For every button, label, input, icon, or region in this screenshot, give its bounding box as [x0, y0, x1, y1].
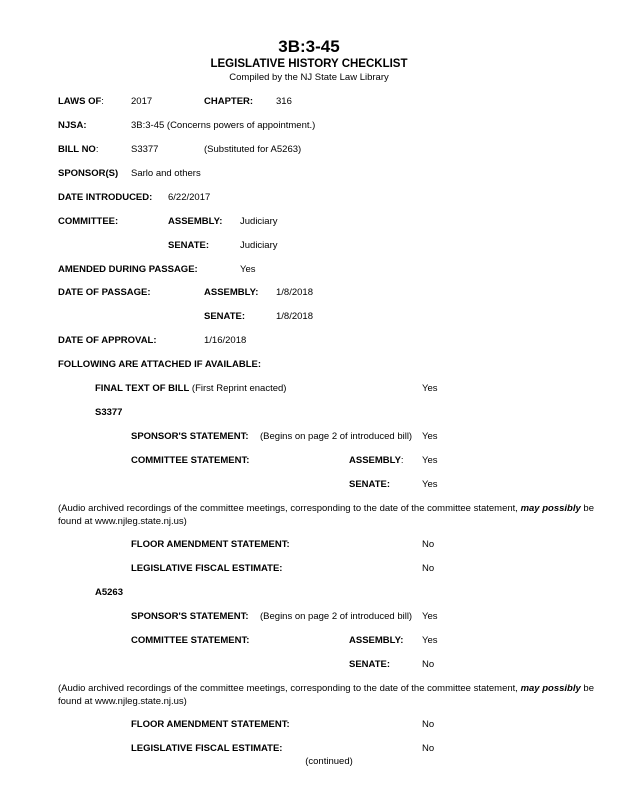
- committee-label: COMMITTEE:: [58, 216, 119, 227]
- fiscal-estimate-value: No: [422, 563, 435, 574]
- committee-assembly-label: ASSEMBLY:: [168, 216, 223, 227]
- final-text-row: FINAL TEXT OF BILL (First Reprint enacted): [95, 383, 287, 394]
- bill-number: S3377: [95, 407, 123, 418]
- njsa-label: NJSA:: [58, 120, 87, 131]
- bill-no-label: BILL NO:: [58, 144, 99, 155]
- fiscal-estimate-label: LEGISLATIVE FISCAL ESTIMATE:: [131, 743, 283, 754]
- page-title: 3B:3-45: [278, 37, 340, 56]
- sponsor-statement-label: SPONSOR'S STATEMENT:: [131, 431, 249, 442]
- committee-senate-label: SENATE:: [168, 240, 209, 251]
- fiscal-estimate-label: LEGISLATIVE FISCAL ESTIMATE:: [131, 563, 283, 574]
- laws-of-value: 2017: [131, 96, 153, 107]
- date-introduced-label: DATE INTRODUCED:: [58, 192, 153, 203]
- date-introduced-value: 6/22/2017: [168, 192, 211, 203]
- passage-senate-label: SENATE:: [204, 311, 245, 322]
- sponsor-label: SPONSOR(S): [58, 168, 119, 179]
- bill-number: A5263: [95, 587, 123, 598]
- floor-amendment-value: No: [422, 719, 435, 730]
- passage-assembly-value: 1/8/2018: [276, 287, 313, 298]
- sponsor-statement-label: SPONSOR'S STATEMENT:: [131, 611, 249, 622]
- committee-statement-label: COMMITTEE STATEMENT:: [131, 455, 250, 466]
- sponsor-statement-value: Yes: [422, 611, 438, 622]
- floor-amendment-label: FLOOR AMENDMENT STATEMENT:: [131, 539, 290, 550]
- committee-statement-senate-label: SENATE:: [349, 659, 390, 670]
- date-passage-label: DATE OF PASSAGE:: [58, 287, 151, 298]
- compiled-by: Compiled by the NJ State Law Library: [229, 72, 389, 83]
- laws-of-label: LAWS OF:: [58, 96, 104, 107]
- committee-statement-assembly-label: ASSEMBLY:: [349, 455, 404, 466]
- audio-archive-note: (Audio archived recordings of the committee meetings, corresponding to the date of the committee statement, may possibly be found at www.njleg.state.nj.us): [58, 683, 594, 707]
- floor-amendment-value: No: [422, 539, 435, 550]
- committee-statement-label: COMMITTEE STATEMENT:: [131, 635, 250, 646]
- committee-statement-senate-value: No: [422, 659, 435, 670]
- sponsor-statement-note: (Begins on page 2 of introduced bill): [260, 431, 413, 442]
- fiscal-estimate-value: No: [422, 743, 435, 754]
- committee-senate-value: Judiciary: [240, 240, 278, 251]
- sponsor-statement-note: (Begins on page 2 of introduced bill): [260, 611, 413, 622]
- audio-archive-note: (Audio archived recordings of the committee meetings, corresponding to the date of the committee statement, may possibly be found at www.njleg.state.nj.us): [58, 503, 594, 527]
- attached-heading: FOLLOWING ARE ATTACHED IF AVAILABLE:: [58, 359, 261, 370]
- sponsor-value: Sarlo and others: [131, 168, 201, 179]
- njsa-value: 3B:3-45 (Concerns powers of appointment.): [131, 120, 316, 131]
- chapter-label: CHAPTER:: [204, 96, 254, 107]
- chapter-value: 316: [276, 96, 292, 107]
- committee-statement-assembly-value: Yes: [422, 635, 438, 646]
- passage-senate-value: 1/8/2018: [276, 311, 313, 322]
- final-text-value: Yes: [422, 383, 438, 394]
- document-heading: LEGISLATIVE HISTORY CHECKLIST: [210, 58, 408, 70]
- floor-amendment-label: FLOOR AMENDMENT STATEMENT:: [131, 719, 290, 730]
- committee-statement-senate-label: SENATE:: [349, 479, 390, 490]
- bill-no-substitution: (Substituted for A5263): [204, 144, 302, 155]
- bill-no-value: S3377: [131, 144, 159, 155]
- passage-assembly-label: ASSEMBLY:: [204, 287, 259, 298]
- date-approval-value: 1/16/2018: [204, 335, 247, 346]
- committee-statement-assembly-label: ASSEMBLY:: [349, 635, 404, 646]
- committee-statement-senate-value: Yes: [422, 479, 438, 490]
- date-approval-label: DATE OF APPROVAL:: [58, 335, 157, 346]
- sponsor-statement-value: Yes: [422, 431, 438, 442]
- committee-statement-assembly-value: Yes: [422, 455, 438, 466]
- amended-label: AMENDED DURING PASSAGE:: [58, 264, 198, 275]
- continued-note: (continued): [305, 756, 353, 767]
- committee-assembly-value: Judiciary: [240, 216, 278, 227]
- amended-value: Yes: [240, 264, 256, 275]
